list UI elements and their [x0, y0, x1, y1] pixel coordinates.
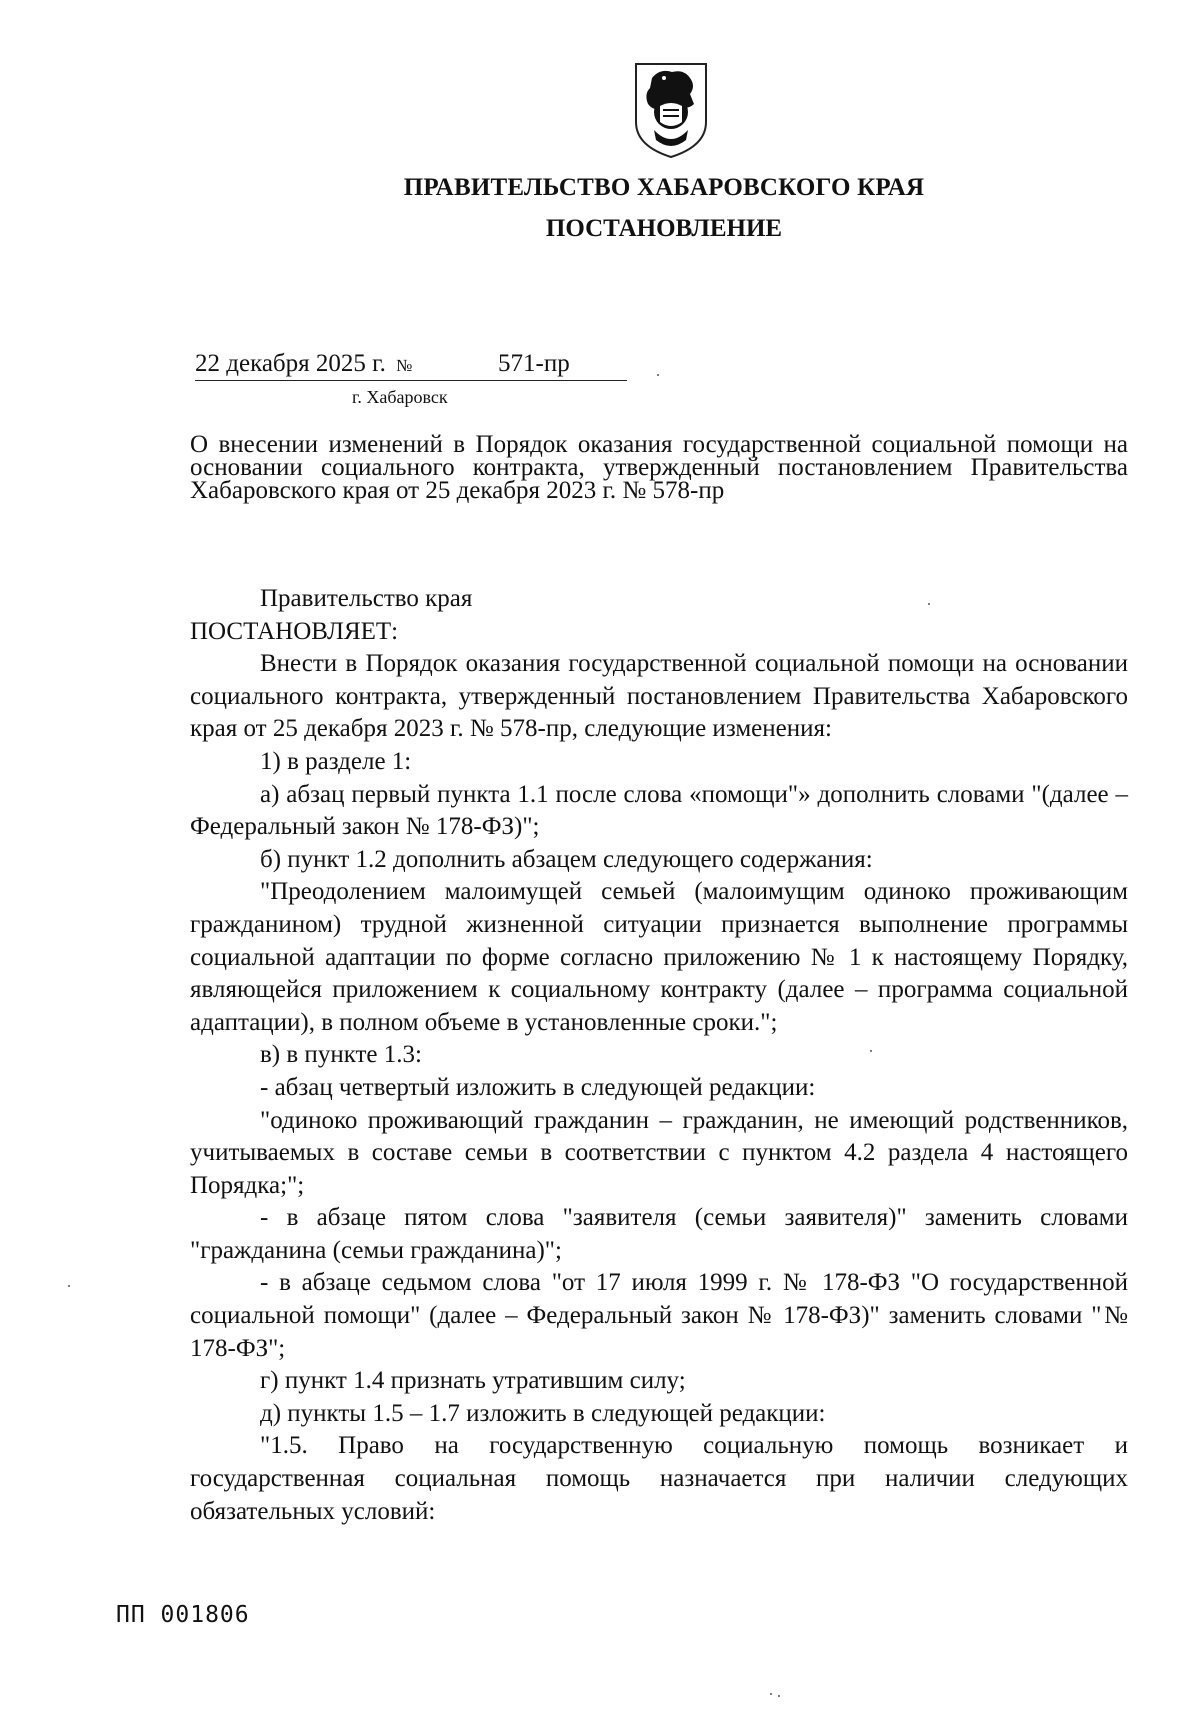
body-paragraph: - абзац четвертый изложить в следующей редакции: — [260, 1073, 816, 1101]
date-underline — [195, 380, 627, 381]
document-type: ПОСТАНОВЛЕНИЕ — [545, 215, 783, 242]
body-paragraph: ПОСТАНОВЛЯЕТ: — [190, 617, 399, 645]
scan-speck — [770, 1693, 772, 1695]
scan-speck — [870, 1050, 872, 1052]
body-paragraph: Правительство края — [260, 585, 473, 612]
body-paragraph: "одиноко проживающий гражданин – гражданин, не имеющий родственников, учитываемых в составе семьи в соответствии с пунктом 4.2 раздела 4 настоящего Порядка;"; — [190, 1106, 1128, 1199]
document-serial-code: ПП 001806 — [116, 1602, 250, 1628]
coat-of-arms-bear-icon — [630, 60, 712, 160]
body-paragraph: 1) в разделе 1: — [260, 747, 412, 775]
number-sign: № — [396, 356, 413, 375]
document-body — [190, 583, 1128, 1528]
document-subject: О внесении изменений в Порядок оказания государственной социальной помощи на основании социального контракта, утвержденный постановлением Правительства Хабаровского края от 25 декабря 2023 г. № 578-пр — [190, 431, 1128, 504]
document-number: 571-пр — [498, 350, 570, 377]
body-paragraph: д) пункты 1.5 – 1.7 изложить в следующей редакции: — [260, 1399, 826, 1427]
body-paragraph: б) пункт 1.2 дополнить абзацем следующего содержания: — [260, 845, 873, 873]
body-paragraph: г) пункт 1.4 признать утратившим силу; — [260, 1367, 686, 1395]
scan-speck — [68, 1285, 70, 1287]
body-paragraph: - в абзаце седьмом слова "от 17 июля 1999 г. № 178-ФЗ "О государственной социальной помощи" (далее – Федеральный закон № 178-ФЗ)" заменить словами "№ 178-ФЗ"; — [190, 1269, 1128, 1362]
government-title: ПРАВИТЕЛЬСТВО ХАБАРОВСКОГО КРАЯ — [403, 174, 925, 201]
scan-speck — [657, 374, 659, 376]
body-paragraph: - в абзаце пятом слова "заявителя (семьи заявителя)" заменить словами "гражданина (семьи гражданина)"; — [190, 1204, 1128, 1264]
scan-speck — [778, 1695, 780, 1697]
document-date-line — [195, 350, 418, 378]
body-paragraph: а) абзац первый пункта 1.1 после слова «помощи"» дополнить словами "(далее – Федеральный закон № 178-ФЗ)"; — [190, 780, 1128, 841]
body-paragraph: "1.5. Право на государственную социальную помощь возникает и государственная социальная помощь назначается при наличии следующих обязательных условий: — [190, 1432, 1128, 1525]
scan-speck — [928, 603, 930, 605]
document-city: г. Хабаровск — [352, 387, 448, 407]
document-date: 22 декабря 2025 г. — [195, 350, 386, 377]
body-paragraph: в) в пункте 1.3: — [260, 1041, 422, 1069]
body-paragraph: "Преодолением малоимущей семьей (малоимущим одиноко проживающим гражданином) трудной жизненной ситуации признается выполнение программы социальной адаптации по форме согласно приложению № 1 к настоящему Порядку, являющейся приложением к социальному контракту (далее – программа социальной адаптации), в полном объеме в установленные сроки."; — [190, 878, 1128, 1036]
body-paragraph: Внести в Порядок оказания государственной социальной помощи на основании социального контракта, утвержденный постановлением Правительства Хабаровского края от 25 декабря 2023 г. № 578-пр, следующие изменения: — [190, 650, 1128, 743]
